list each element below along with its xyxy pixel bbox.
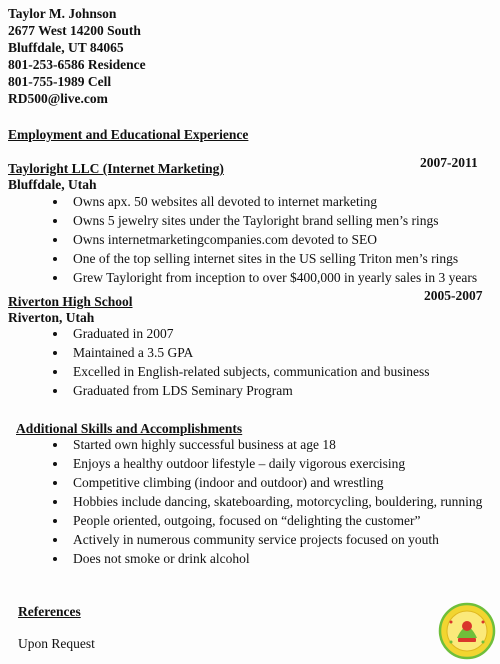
references-text: Upon Request bbox=[18, 636, 95, 651]
contact-email: RD500@live.com bbox=[8, 91, 108, 106]
list-item: People oriented, outgoing, focused on “delighting the customer” bbox=[0, 511, 482, 530]
contact-name: Taylor M. Johnson bbox=[8, 6, 117, 21]
job-1-bullet-list bbox=[0, 192, 477, 287]
job-1-years: 2007-2011 bbox=[420, 155, 478, 170]
list-item: Hobbies include dancing, skateboarding, motorcycling, bouldering, running bbox=[0, 492, 482, 511]
skills-section-heading: Additional Skills and Accomplishments bbox=[16, 421, 243, 436]
skills-bullet-list bbox=[0, 435, 482, 568]
job-1-org: Tayloright LLC (Internet Marketing) bbox=[8, 161, 224, 176]
contact-phone-residence: 801-253-6586 Residence bbox=[8, 57, 146, 72]
list-item: Competitive climbing (indoor and outdoor) and wrestling bbox=[0, 473, 482, 492]
contact-address-line1: 2677 West 14200 South bbox=[8, 23, 141, 38]
job-1-location: Bluffdale, Utah bbox=[8, 177, 97, 192]
watermark-logo-icon bbox=[438, 602, 496, 660]
job-2-years: 2005-2007 bbox=[424, 288, 483, 303]
list-item: Owns 5 jewelry sites under the Tayloright brand selling men’s rings bbox=[0, 211, 477, 230]
job-2-location: Riverton, Utah bbox=[8, 310, 95, 325]
list-item: Actively in numerous community service projects focused on youth bbox=[0, 530, 482, 549]
job-2-bullet-list bbox=[0, 324, 430, 400]
list-item: Owns apx. 50 websites all devoted to internet marketing bbox=[0, 192, 477, 211]
list-item: Grew Tayloright from inception to over $400,000 in yearly sales in 3 years bbox=[0, 268, 477, 287]
contact-phone-cell: 801-755-1989 Cell bbox=[8, 74, 112, 89]
list-item: Started own highly successful business at age 18 bbox=[0, 435, 482, 454]
list-item: Excelled in English-related subjects, communication and business bbox=[0, 362, 430, 381]
employment-section-heading: Employment and Educational Experience bbox=[8, 127, 249, 142]
list-item: Graduated from LDS Seminary Program bbox=[0, 381, 430, 400]
list-item: Enjoys a healthy outdoor lifestyle – daily vigorous exercising bbox=[0, 454, 482, 473]
contact-address-line2: Bluffdale, UT 84065 bbox=[8, 40, 124, 55]
list-item: Graduated in 2007 bbox=[0, 324, 430, 343]
list-item: One of the top selling internet sites in the US selling Triton men’s rings bbox=[0, 249, 477, 268]
list-item: Owns internetmarketingcompanies.com devoted to SEO bbox=[0, 230, 477, 249]
list-item: Maintained a 3.5 GPA bbox=[0, 343, 430, 362]
job-2-org: Riverton High School bbox=[8, 294, 133, 309]
references-heading: References bbox=[18, 604, 81, 619]
list-item: Does not smoke or drink alcohol bbox=[0, 549, 482, 568]
